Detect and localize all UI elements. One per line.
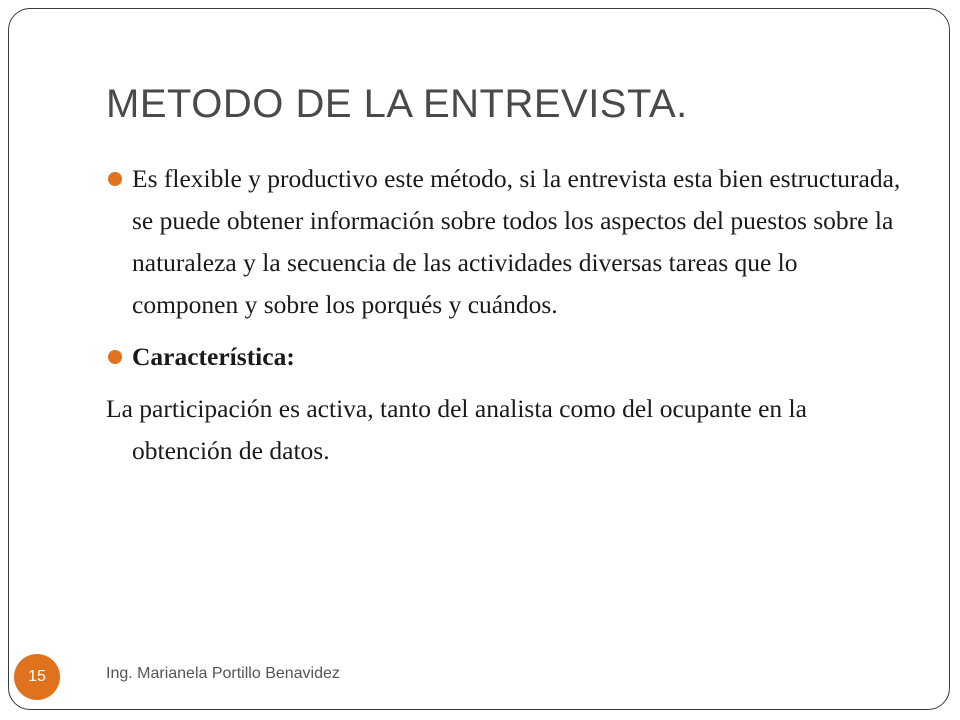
footer-author: Ing. Marianela Portillo Benavidez [106,665,340,682]
bullet-text: Es flexible y productivo este método, si la entrevista esta bien estructurada, se puede obtener información sobre todos los aspectos del puestos sobre la naturaleza y la secuencia de las actividades diversas tareas que lo componen y sobre los porqués y cuándos. [132,164,901,319]
slide-title: METODO DE LA ENTREVISTA. [106,82,688,126]
body-paragraph: La participación es activa, tanto del analista como del ocupante en la obtención de datos. [106,394,807,465]
page-number-badge: 15 [14,654,60,700]
bullet-item-description [106,158,906,326]
bullet-item-caracteristica [106,336,906,378]
bullet-dot-icon [108,172,122,186]
slide-content [106,158,906,472]
bullet-text: Característica: [132,342,295,371]
bullet-dot-icon [108,350,122,364]
